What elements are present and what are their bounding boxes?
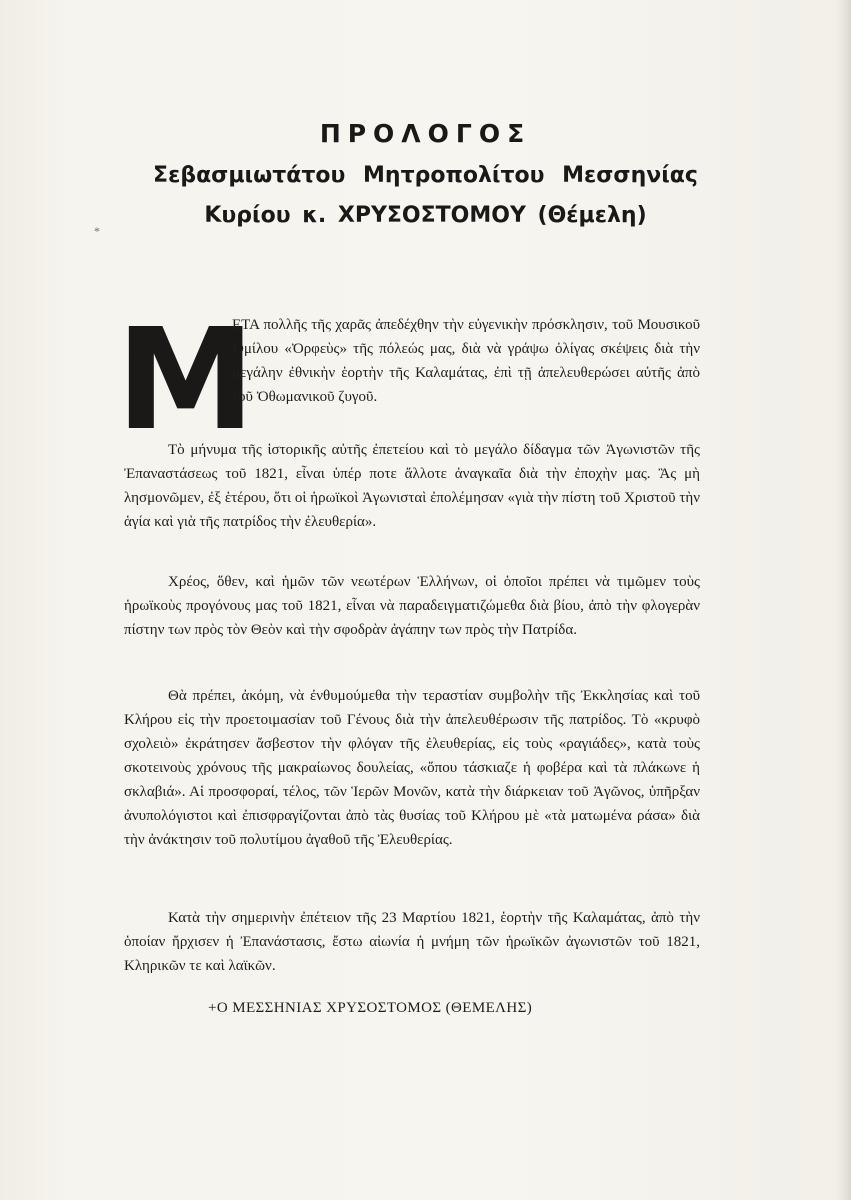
margin-mark: * [94,224,100,238]
drop-cap-letter: Μ [116,299,256,462]
paragraph-1: ΕΤΑ πολλῆς τῆς χαρᾶς ἀπεδέχθην τὴν εὐγενικὴν πρόσκλησιν, τοῦ Μουσικοῦ Ὁμίλου «Ὀρφεὺς» τῆς πόλεώς μας, διὰ νὰ γράψω ὀλίγας σκέψεις διὰ τὴν μεγάλην ἐθνικὴν ἑορτὴν τῆς Καλαμάτας, ἐπὶ τῇ ἀπελευθερώσει αὐτῆς ἀπὸ τοῦ Ὀθωμανικοῦ ζυγοῦ. [232,317,700,405]
document-subtitle-line1: Σεβασμιωτάτου Μητροπολίτου Μεσσηνίας [153,163,698,188]
paragraph-3: Χρέος, ὅθεν, καὶ ἡμῶν τῶν νεωτέρων Ἑλλήνων, οἱ ὁποῖοι πρέπει νὰ τιμῶμεν τοὺς ἡρωϊκοὺς προγόνους μας τοῦ 1821, εἶναι νὰ παραδειγματιζώμεθα διὰ βίου, ἀπὸ τὴν φλογερὰν πίστην των πρὸς τὸν Θεὸν καὶ τὴν σφοδρὰν ἀγάπην των πρὸς τὴν Πατρίδα. [124,574,700,638]
paragraph-2: Τὸ μήνυμα τῆς ἱστορικῆς αὐτῆς ἐπετείου καὶ τὸ μεγάλο δίδαγμα τῶν Ἀγωνιστῶν τῆς Ἐπαναστάσεως τοῦ 1821, εἶναι ὑπέρ ποτε ἄλλοτε ἀναγκαῖα διὰ τὴν ἐποχὴν μας. Ἂς μὴ λησμονῶμεν, ἐξ ἑτέρου, ὅτι οἱ ἡρωϊκοὶ Ἀγωνισταὶ ἐπολέμησαν «γιὰ τὴν πίστη τοῦ Χριστοῦ τὴν ἁγία καὶ γιὰ τῆς πατρίδος τὴν ἐλευθερία». [124,442,700,530]
document-title: ΠΡΟΛΟΓΟΣ [319,119,532,148]
signature: +Ο ΜΕΣΣΗΝΙΑΣ ΧΡΥΣΟΣΤΟΜΟΣ (ΘΕΜΕΛΗΣ) [208,1000,533,1016]
paragraph-5: Κατὰ τὴν σημερινὴν ἐπέτειον τῆς 23 Μαρτίου 1821, ἑορτὴν τῆς Καλαμάτας, ἀπὸ τὴν ὁποίαν ἤρχισεν ἡ Ἐπανάστασις, ἔστω αἰωνία ἡ μνήμη τῶν ἡρωϊκῶν ἀγωνιστῶν τοῦ 1821, Κληρικῶν τε καὶ λαϊκῶν. [124,910,700,974]
paragraph-4: Θὰ πρέπει, ἀκόμη, νὰ ἐνθυμούμεθα τὴν τεραστίαν συμβολὴν τῆς Ἐκκλησίας καὶ τοῦ Κλήρου εἰς τὴν προετοιμασίαν τοῦ Γένους διὰ τὴν ἀπελευθέρωσιν τῆς πατρίδος. Τὸ «κρυφὸ σχολειὸ» ἐκράτησεν ἄσβεστον τὴν φλόγαν τῆς ἐλευθερίας, εἰς τοὺς «ραγιάδες», κατὰ τοὺς σκοτεινοὺς χρόνους τῆς μακραίωνος δουλείας, «ὅπου τάσκιαζε ἡ φοβέρα καὶ τὰ πλάκωνε ἡ σκλαβιά». Αἱ προσφοραί, τέλος, τῶν Ἱερῶν Μονῶν, κατὰ τὴν διάρκειαν τοῦ Ἀγῶνος, ὑπῆρξαν ἀνυπολόγιστοι καὶ ἐπισφραγίζονται ἀπὸ τὰς θυσίας τοῦ Κλήρου μὲ «τὰ ματωμένα ράσα» διὰ τὴν ἀνάκτησιν τοῦ πολυτίμου ἀγαθοῦ τῆς Ἐλευθερίας. [124,688,700,848]
heading-block [0,118,851,236]
document-subtitle-line2: Κυρίου κ. ΧΡΥΣΟΣΤΟΜΟΥ (Θέμελη) [204,203,647,228]
